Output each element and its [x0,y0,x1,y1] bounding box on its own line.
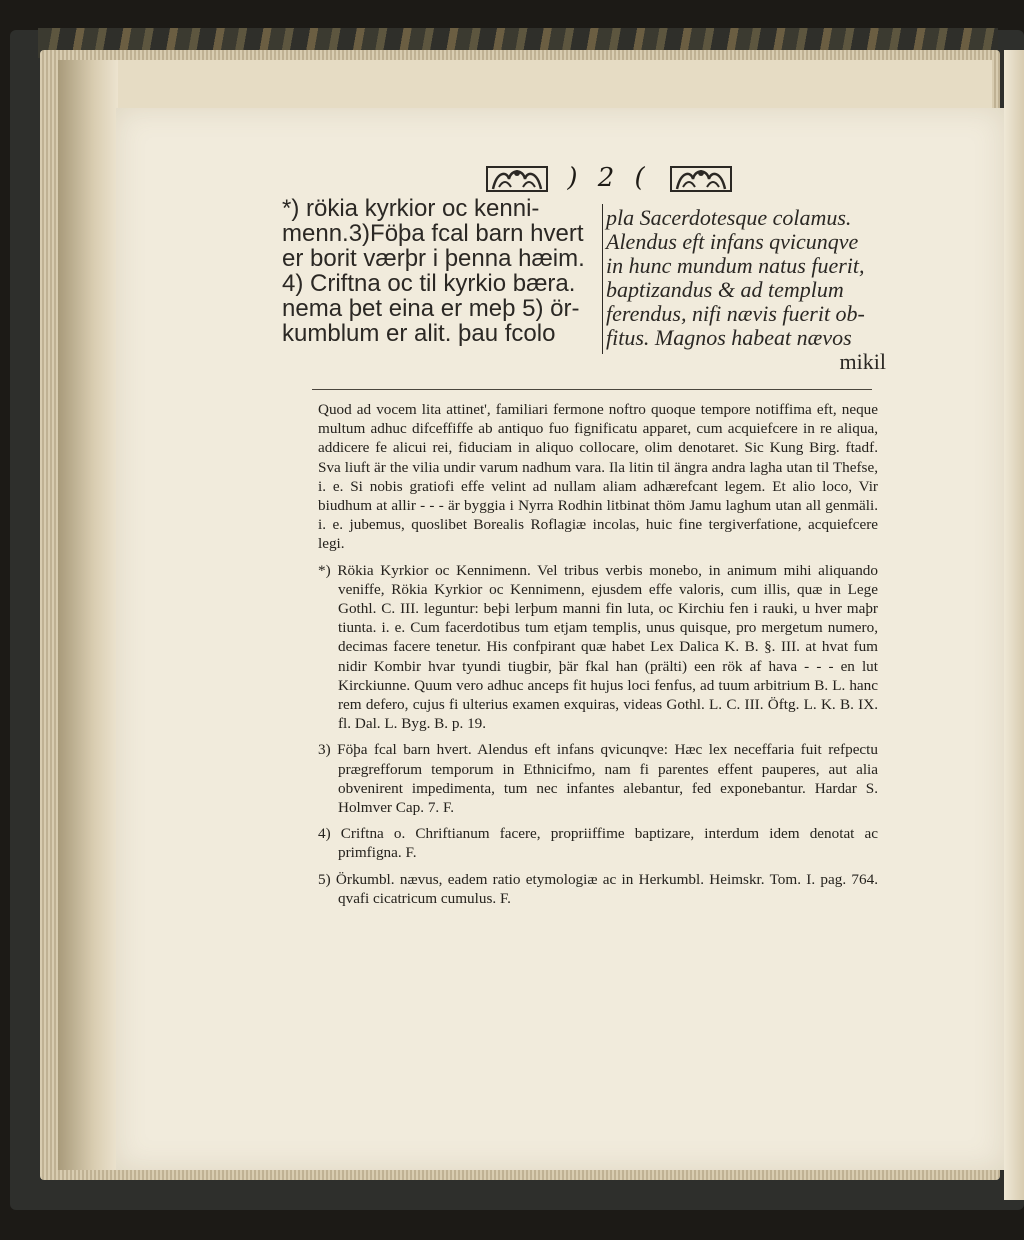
text-line: Alendus eft infans qvicunqve [606,229,859,254]
text-line: ferendus, nifi nævis fuerit ob- [606,301,865,326]
note-star: *) Rökia Kyrkior oc Kennimenn. Vel tribus verbis monebo, in animum mihi aliquando veniffe, Rökia Kyrkior oc Kennimenn, ejusdem effe valoris, cum illis, quæ in Lege Gothl. C. III. leguntur: beþi lerþum manni fin luta, oc Kirchiu fen i rauki, u hver maþr tiunta. i. e. Cum facerdotibus tum etjam templis, unus quisque, pro mergetum numero, decimas facere tenetur. His confpirant quæ habet Lex Dalica K. B. §. III. at hvat fum nidir Kombir hvar tyundi tiugbir, þär fkal han (prälti) een rök af hava - - - en lut Kirckiunne. Quum vero adhuc anceps fit hujus loci fenfus, ad tuum arbitrium B. L. hanc rem defero, cujus fi ulterius examen exquiras, videas Gothl. L. C. III. Öftg. L. K. B. IX. fl. Dal. L. Byg. B. p. 19. [318,561,878,733]
old-norse-column [282,196,600,346]
footnotes [318,400,878,915]
gutter-shadow [58,60,118,1170]
text-line: pla Sacerdotesque colamus. [606,205,852,230]
text-line: kumblum er alit. þau fcolo [282,320,556,347]
page-number: ) 2 ( [567,163,651,193]
note-4: 4) Criftna o. Chriftianum facere, propriiffime baptizare, interdum idem denotat ac primfigna. F. [318,825,878,862]
text-line: menn.3)Föþa fcal barn hvert [282,220,584,247]
floral-ornament-icon [485,161,549,195]
text-line: *) rökia kyrkior oc kenni- [282,195,540,222]
latin-column [606,206,886,374]
book-page [116,108,1004,1170]
text-line: er borit værþr i þenna hæim. [282,245,585,272]
floral-ornament-icon [669,161,733,195]
note-3: 3) Föþa fcal barn hvert. Alendus eft infans qvicunqve: Hæc lex neceffaria fuit refpectu prægrefforum temporum in Ethnicifmo, nam fi parentes effent pauperes, aut alia obvenirent impedimenta, tum nec infantes alebantur, fed exponebantur. Hardar S. Holmver Cap. 7. F. [318,741,878,817]
note-intro: Quod ad vocem lita attinet', familiari fermone noftro quoque tempore notiffima eft, neque multum adhuc difceffiffe ab antiquo fuo fignificatu apparet, cum acquiefcere in re aliqua, addicere fe alicui rei, fiduciam in aliquo collocare, olim denotaret. Sic Kung Birg. ftadf. Sva liuft är the vilia undir varum nadhum vara. Ila litin til ängra andra lagha utan til Thefse, i. e. Si nobis gratiofi effe velint ad nullam aliam adhærefcant legem. Et alio loco, Vir biudhum at allir - - - är byggia i Nyrra Rodhin litbinat thöm Jamu laghum utan all genmäli. i. e. jubemus, quoslibet Borealis Roflagiæ incolas, huic fine tergiverfatione, acquiefcere legi. [318,401,878,553]
catchword: mikil [839,349,886,374]
footnote-rule [312,389,872,390]
text-line: fitus. Magnos habeat nævos [606,325,852,350]
text-line: nema þet eina er meþ 5) ör- [282,295,580,322]
page-header [444,156,774,200]
page-content [116,108,1004,1170]
note-5: 5) Örkumbl. nævus, eadem ratio etymologiæ ac in Herkumbl. Heimskr. Tom. I. pag. 764. qvafi cicatricum cumulus. F. [318,870,878,907]
text-line: in hunc mundum natus fuerit, [606,253,865,278]
text-line: baptizandus & ad templum [606,277,844,302]
column-divider [602,204,603,354]
page-right-edge [1004,50,1024,1200]
text-line: 4) Criftna oc til kyrkio bæra. [282,270,576,297]
